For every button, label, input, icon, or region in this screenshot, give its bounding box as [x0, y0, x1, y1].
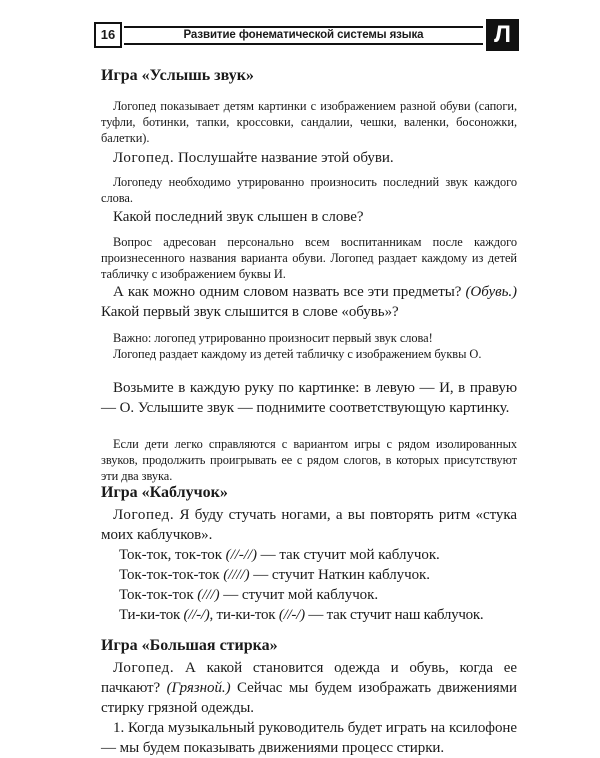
game-3-paragraph-1 [101, 658, 517, 718]
game-1-paragraph-5: Вопрос адресован персонально всем воспитанникам после каждого произнесенного названия варианта обуви. Логопед раздает каждому из детей табличку с изображением буквы И. [101, 235, 517, 281]
game-1-paragraph-7: Важно: логопед утрированно произносит первый звук слова! [113, 331, 433, 345]
rhythm-words: — так стучит наш каблучок. [304, 607, 484, 623]
speech-text: Послушайте название этой обуви. [174, 150, 394, 166]
rhythm-words: — стучит мой каблучок. [219, 587, 379, 603]
answer-text: (Обувь.) [465, 284, 517, 300]
game-1-title: Игра «Услышь звук» [101, 67, 254, 84]
speech-text-2: Сейчас мы будем изображать движениями стирку грязной одежды. [101, 680, 517, 716]
rhythm-line-4 [119, 605, 517, 625]
running-title: Развитие фонематической системы языка [124, 26, 483, 45]
game-3-paragraph-2: 1. Когда музыкальный руководитель будет играть на ксилофоне — мы будем показывать движениями процесс стирки. [101, 720, 517, 756]
rhythm-words: , ти-ки-ток [209, 607, 279, 623]
game-3-title: Игра «Большая стирка» [101, 637, 278, 654]
rhythm-words: — стучит Наткин каблучок. [249, 567, 430, 583]
game-1-paragraph-6 [101, 282, 517, 322]
question-text: А как можно одним словом назвать все эти предметы? [113, 284, 466, 300]
section-letter-badge: Л [486, 19, 519, 51]
rhythm-pattern: (//-//) [225, 547, 257, 563]
rhythm-words: Ток-ток, ток-ток [119, 547, 226, 563]
game-2-title: Игра «Каблучок» [101, 484, 228, 501]
rhythm-line-3 [119, 585, 517, 605]
speech-text: А какой становится одежда и обувь, когда ее пачкают? [101, 660, 517, 696]
game-1-paragraph-1: Логопед показывает детям картинки с изображением разной обуви (сапоги, туфли, ботинки, тапки, кроссовки, сандалии, чешки, валенки, босоножки, балетки). [101, 99, 517, 145]
page-number: 16 [94, 22, 122, 48]
speech-text: Я буду стучать ногами, а вы повторять ритм «стука моих каблучков». [101, 507, 517, 543]
game-1-paragraph-4: Какой последний звук слышен в слове? [113, 209, 364, 225]
page-header [94, 19, 519, 53]
rhythm-words: — так стучит мой каблучок. [256, 547, 440, 563]
rhythm-line-1 [119, 545, 517, 565]
game-2-paragraph-1 [101, 505, 517, 545]
speaker-label: Логопед. [113, 660, 175, 676]
rhythm-line-2 [119, 565, 517, 585]
question-text-2: Какой первый звук слышится в слове «обувь»? [101, 304, 399, 320]
rhythm-words: Ток-ток-ток-ток [119, 567, 224, 583]
answer-text: (Грязной.) [166, 680, 231, 696]
game-1-paragraph-10: Если дети легко справляются с вариантом игры с рядом изолированных звуков, продолжить проигрывать ее с рядом слогов, в которых присутствуют эти два звука. [101, 437, 517, 483]
game-1-paragraph-2 [101, 148, 517, 168]
game-1-paragraph-3: Логопеду необходимо утрированно произносить последний звук каждого слова. [101, 175, 517, 205]
rhythm-pattern: (////) [223, 567, 250, 583]
rhythm-words: Ток-ток-ток [119, 587, 198, 603]
rhythm-pattern: (///) [197, 587, 220, 603]
rhythm-pattern: (//-/) [278, 607, 305, 623]
game-1-paragraph-8: Логопед раздает каждому из детей табличку с изображением буквы О. [113, 347, 482, 361]
rhythm-words: Ти-ки-ток [119, 607, 184, 623]
speaker-label: Логопед. [113, 507, 175, 523]
speaker-label: Логопед. [113, 150, 175, 166]
game-1-paragraph-9: Возьмите в каждую руку по картинке: в левую — И, в правую — О. Услышите звук — поднимите соответствующую картинку. [101, 380, 517, 416]
rhythm-pattern: (//-/) [183, 607, 210, 623]
